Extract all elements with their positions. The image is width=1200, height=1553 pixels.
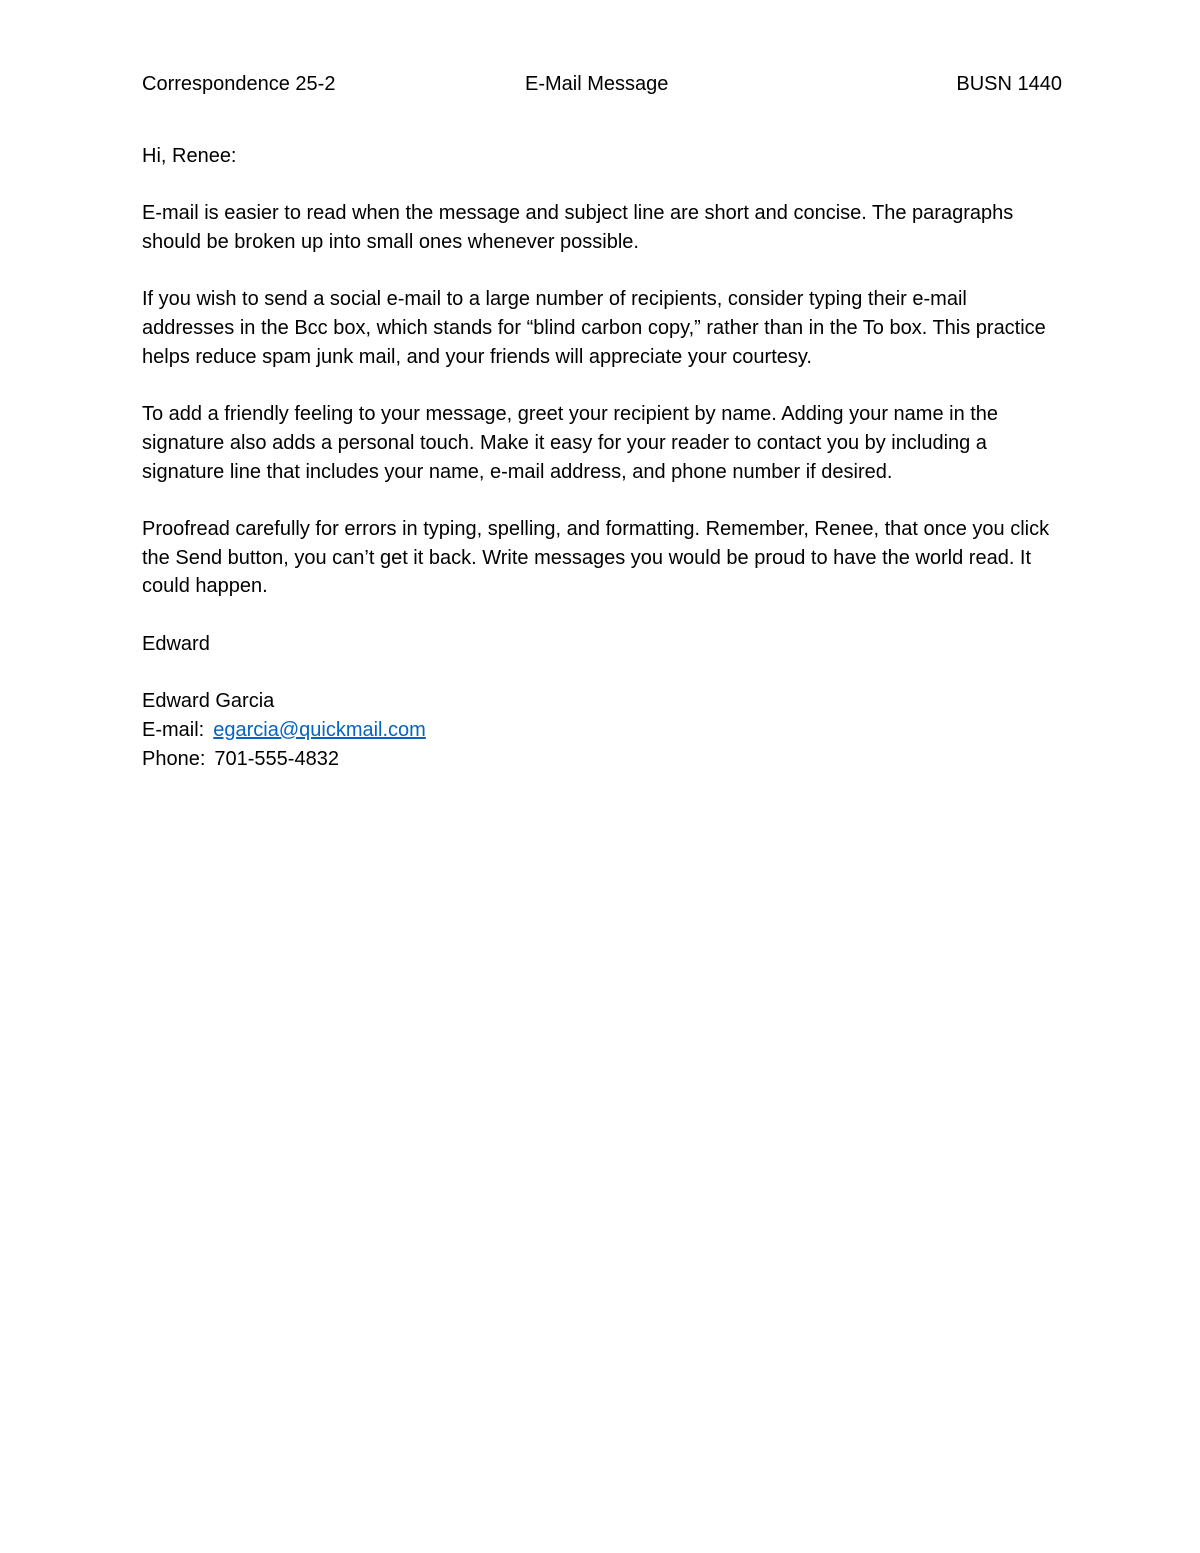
paragraph-2: If you wish to send a social e-mail to a large number of recipients, consider typing their e-mail addresses in the Bcc box, which stands for “blind carbon copy,” rather than in the To box. This practice helps reduce spam junk mail, and your friends will appreciate your courtesy. (142, 288, 1046, 368)
greeting: Hi, Renee: (142, 145, 237, 167)
signature-email-line (142, 716, 1062, 745)
phone-label: Phone: (142, 747, 206, 770)
closing-name: Edward (142, 632, 210, 655)
paragraph-1: E-mail is easier to read when the message and subject line are short and concise. The paragraphs should be broken up into small ones whenever possible. (142, 202, 1014, 254)
header-course-code: BUSN 1440 (956, 73, 1062, 95)
paragraph-4: Proofread carefully for errors in typing, spelling, and formatting. Remember, Renee, that once you click the Send button, you can’t get it back. Write messages you would be proud to have the world read. It could happen. (142, 518, 1050, 598)
phone-number: 701-555-4832 (214, 747, 339, 770)
header-left-title: Correspondence 25-2 (142, 73, 336, 95)
document-page (142, 70, 1062, 773)
message-body (142, 142, 1062, 773)
header-center-title: E-Mail Message (525, 73, 669, 95)
signature-phone-line (142, 745, 1062, 774)
document-header (142, 70, 1062, 100)
signature-full-name: Edward Garcia (142, 690, 275, 713)
signature-block (142, 687, 1062, 773)
email-link[interactable]: egarcia@quickmail.com (213, 718, 426, 741)
email-label: E-mail: (142, 718, 205, 741)
paragraph-3: To add a friendly feeling to your message, greet your recipient by name. Adding your name in the signature also adds a personal touch. Make it easy for your reader to contact you by including a signature line that includes your name, e-mail address, and phone number if desired. (142, 403, 999, 483)
